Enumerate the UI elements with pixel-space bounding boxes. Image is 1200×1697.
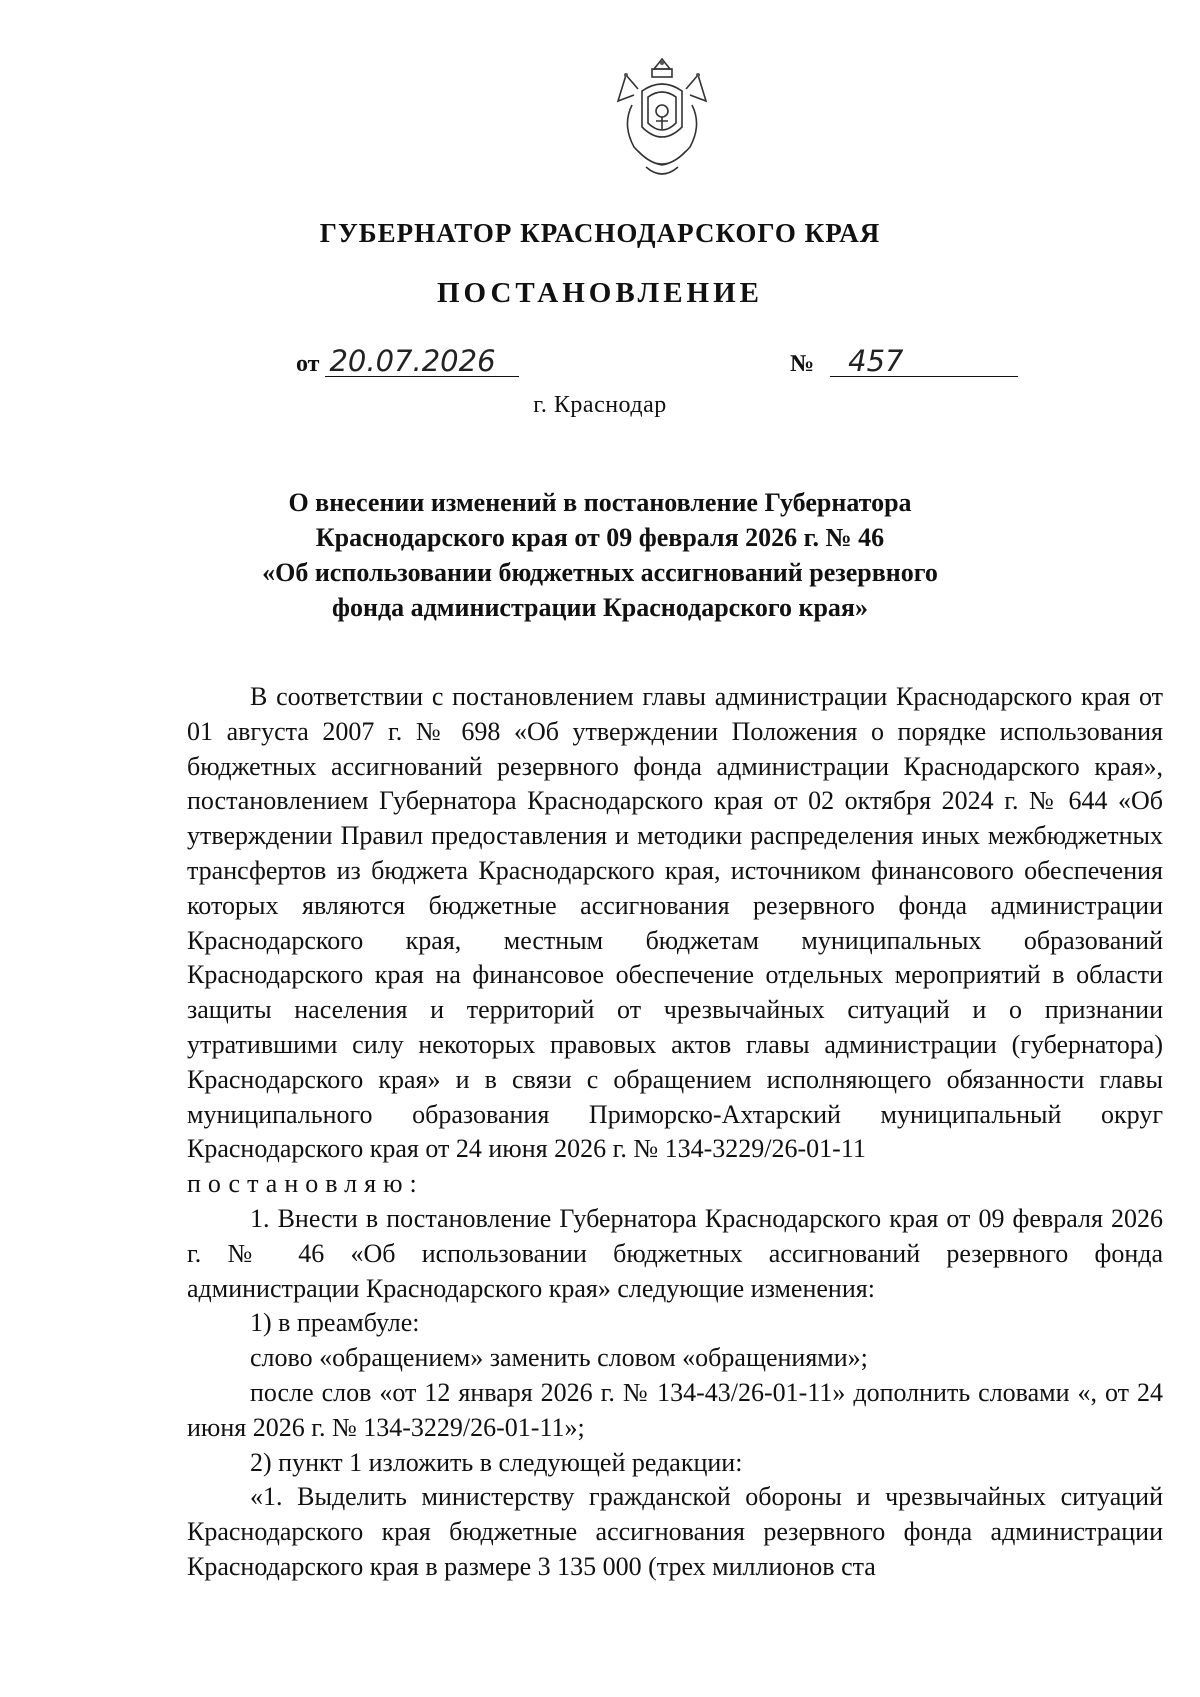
subitem-2-text-paragraph: «1. Выделить министерству гражданской обороны и чрезвычайных ситуаций Краснодарского края бюджетные ассигнования резервного фонда администрации Краснодарского края в размере 3 135 000 (трех миллионов ста <box>187 1482 1163 1581</box>
subitem-2-paragraph: 2) пункт 1 изложить в следующей редакции: <box>250 1447 743 1477</box>
number-value-handwritten: 457 <box>830 346 1018 377</box>
subject-line: «Об использовании бюджетных ассигнований резервного <box>262 558 938 587</box>
subject-line: О внесении изменений в постановление Губернатора <box>288 488 912 517</box>
document-type-title: ПОСТАНОВЛЕНИЕ <box>436 277 763 309</box>
subject-line: Краснодарского края от 09 февраля 2026 г. № 46 <box>315 523 885 552</box>
subitem-1a-paragraph: слово «обращением» заменить словом «обращениями»; <box>250 1343 868 1373</box>
preamble-paragraph: В соответствии с постановлением главы администрации Краснодарского края от 01 августа 2007 г. № 698 «Об утверждении Положения о порядке использования бюджетных ассигнований резервного фонда администрации Краснодарского края», постановлением Губернатора Краснодарского края от 02 октября 2024 г. № 644 «Об утверждении Правил предоставления и методики распределения иных межбюджетных трансфертов из бюджета Краснодарского края, источником финансового обеспечения которых являются бюджетные ассигнования резервного фонда администрации Краснодарского края, местным бюджетам муниципальных образований Краснодарского края на финансовое обеспечение отдельных мероприятий в области защиты населения и территорий от чрезвычайных ситуаций и о признании утратившими силу некоторых правовых актов главы администрации (губернатора) Краснодарского края» и в связи с обращением исполняющего обязанности главы муниципального образования Приморско-Ахтарский муниципальный округ Краснодарского края от 24 июня 2026 г. № 134-3229/26-01-11 <box>187 682 1163 1164</box>
resolve-word: постановляю: <box>187 1169 424 1199</box>
date-value-handwritten: 20.07.2026 <box>325 346 519 377</box>
subitem-1b-paragraph: после слов «от 12 января 2026 г. № 134-43/26-01-11» дополнить словами «, от 24 июня 2026 г. № 134-3229/26-01-11»; <box>187 1377 1163 1442</box>
issuing-authority: ГУБЕРНАТОР КРАСНОДАРСКОГО КРАЯ <box>319 218 881 248</box>
coat-of-arms-emblem <box>612 55 712 185</box>
subject-line: фонда администрации Краснодарского края» <box>332 593 868 622</box>
date-prefix: от <box>296 351 320 377</box>
document-subject <box>200 485 1000 625</box>
item-1-paragraph: 1. Внести в постановление Губернатора Краснодарского края от 09 февраля 2026 г. № 46 «Об использовании бюджетных ассигнований резервного фонда администрации Краснодарского края» следующие изменения: <box>187 1203 1163 1303</box>
document-number <box>790 346 1018 378</box>
number-label: № <box>790 351 815 377</box>
document-body <box>187 680 1163 1585</box>
city: г. Краснодар <box>533 392 667 418</box>
document-date <box>296 346 519 378</box>
subitem-1-paragraph: 1) в преамбуле: <box>250 1308 420 1338</box>
